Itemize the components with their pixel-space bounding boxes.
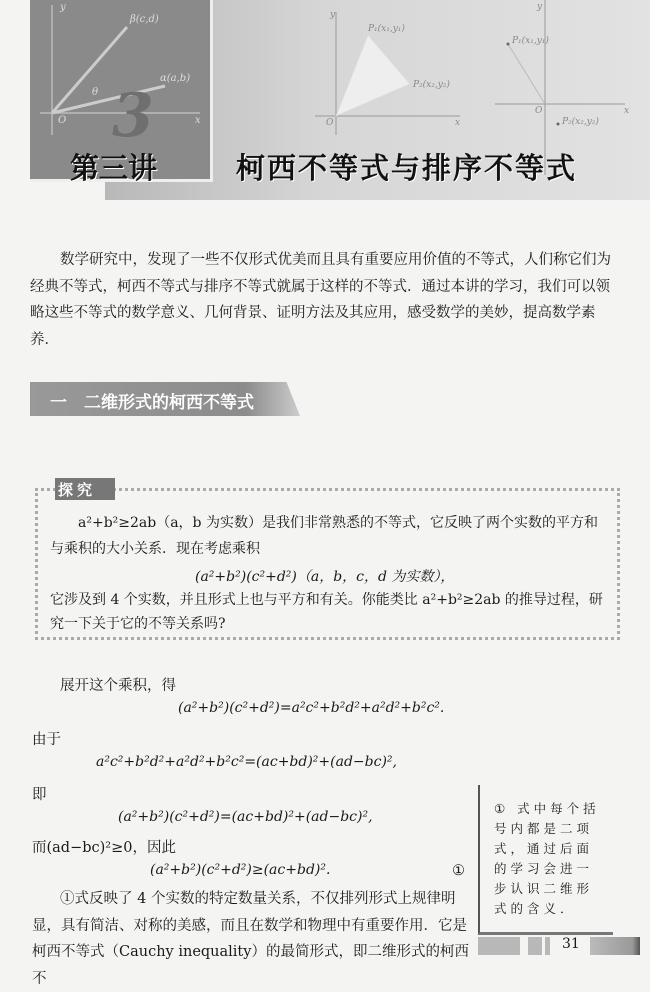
equation-tag: ①	[452, 863, 465, 879]
fig-label: P₂(x₂,y₂)	[562, 117, 599, 127]
fig-label: x	[455, 118, 461, 128]
chapter-title: 柯西不等式与排序不等式	[236, 151, 578, 185]
page-number: 31	[562, 936, 580, 952]
equation: (a²+b²)(c²+d²)=(ac+bd)²+(ad−bc)²,	[118, 809, 373, 825]
body-text: 即	[32, 787, 47, 803]
fig-label: y	[330, 10, 336, 20]
page-deco	[590, 937, 640, 955]
fig-label: β(c,d)	[130, 14, 159, 25]
equation: (a²+b²)(c²+d²)≥(ac+bd)².	[150, 862, 331, 878]
equation: a²c²+b²d²+a²d²+b²c²=(ac+bd)²+(ad−bc)²,	[96, 754, 397, 770]
fig-label: θ	[92, 87, 99, 98]
body-text: 而(ad−bc)²≥0，因此	[32, 840, 176, 856]
side-note: ① 式中每个括号内都是二项式，通过后面的学习会进一步认识二维形式的含义．	[478, 785, 613, 935]
fig-label: O	[58, 115, 67, 126]
body-text: 展开这个乘积，得	[60, 678, 176, 694]
fig-label: x	[624, 106, 630, 116]
page-deco	[545, 937, 550, 955]
page-deco	[528, 937, 542, 955]
fig-label: P₁(x₁,y₁)	[512, 36, 549, 46]
explore-question: 它涉及到 4 个实数，并且形式上也与平方和有关。你能类比 a²+b²≥2ab 的推导过程，研究一下关于它的不等关系吗?	[50, 592, 603, 632]
fig-label: y	[537, 2, 543, 12]
fig-label: x	[195, 115, 201, 126]
fig-label: y	[60, 2, 66, 13]
body-text: 由于	[32, 732, 61, 748]
equation: (a²+b²)(c²+d²)=a²c²+b²d²+a²d²+b²c².	[178, 700, 445, 716]
fig-label: O	[535, 106, 543, 116]
explore-text: a²+b²≥2ab（a，b 为实数）是我们非常熟悉的不等式，它反映了两个实数的平方和与乘积的大小关系．现在考虑乘积	[50, 515, 598, 557]
explore-formula: (a²+b²)(c²+d²)（a，b，c，d 为实数），	[195, 569, 455, 585]
fig-label: O	[326, 118, 334, 128]
intro-paragraph: 数学研究中，发现了一些不仅形式优美而且具有重要应用价值的不等式，人们称它们为经典不等式，柯西不等式与排序不等式就属于这样的不等式．通过本讲的学习，我们可以领略这些不等式的数学意义、几何背景、证明方法及其应用，感受数学的美妙，提高数学素养．	[30, 252, 611, 348]
explore-label: 探究	[58, 481, 97, 499]
chapter-label: 第三讲	[70, 151, 158, 185]
chapter-number: 3	[112, 81, 154, 151]
fig-label: P₂(x₂,y₂)	[413, 80, 450, 90]
page-deco	[478, 937, 520, 955]
fig-label: α(a,b)	[160, 73, 191, 84]
section-title: 一 二维形式的柯西不等式	[50, 393, 254, 413]
body-paragraph: ①式反映了 4 个实数的特定数量关系，不仅排列形式上规律明显，具有简洁、对称的美感，而且在数学和物理中有重要作用．它是柯西不等式（Cauchy inequality）的最简形式，即二维形式的柯西不	[32, 891, 469, 987]
fig-label: P₁(x₁,y₁)	[368, 24, 405, 34]
